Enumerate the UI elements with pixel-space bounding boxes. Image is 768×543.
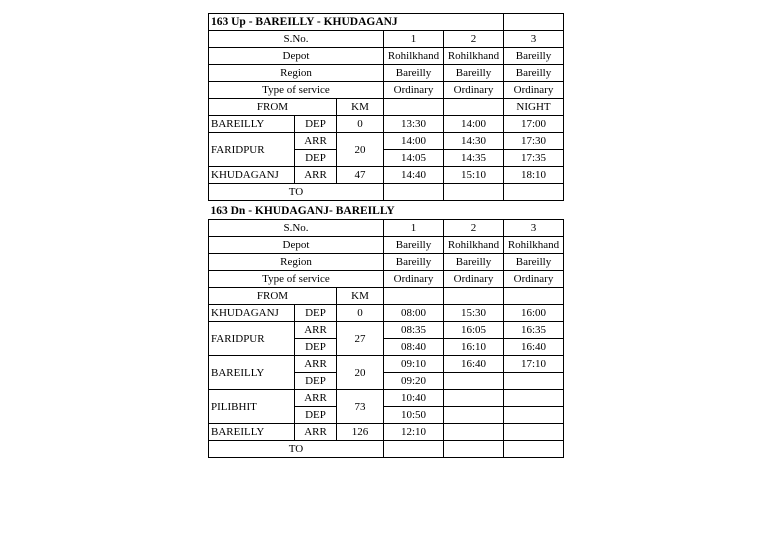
time-cell: 10:50 xyxy=(384,407,444,424)
table-row xyxy=(209,424,564,441)
km-cell: 126 xyxy=(337,424,384,441)
depot-cell: Rohilkhand xyxy=(444,48,504,65)
region-cell: Bareilly xyxy=(384,254,444,271)
stop-type: DEP xyxy=(295,305,337,322)
stop-name: BAREILLY xyxy=(209,424,295,441)
service-cell: Ordinary xyxy=(384,82,444,99)
depot-cell: Rohilkhand xyxy=(504,237,564,254)
service-cell: Ordinary xyxy=(444,271,504,288)
table-title: 163 Dn - KHUDAGANJ- BAREILLY xyxy=(210,205,395,217)
time-cell xyxy=(444,424,504,441)
blank-cell xyxy=(384,441,444,458)
time-cell xyxy=(444,373,504,390)
sno-cell: 1 xyxy=(384,31,444,48)
stop-type: DEP xyxy=(295,407,337,424)
km-label: KM xyxy=(337,288,384,305)
time-cell: 16:05 xyxy=(444,322,504,339)
stop-name: FARIDPUR xyxy=(209,322,295,356)
sno-cell: 3 xyxy=(504,220,564,237)
service-cell: Ordinary xyxy=(444,82,504,99)
sno-cell: 2 xyxy=(444,31,504,48)
depot-cell: Bareilly xyxy=(384,237,444,254)
note-cell xyxy=(444,99,504,116)
stop-name: BAREILLY xyxy=(209,356,295,390)
time-cell: 12:10 xyxy=(384,424,444,441)
time-cell: 14:30 xyxy=(444,133,504,150)
timetable-dn xyxy=(208,203,564,458)
km-cell: 27 xyxy=(337,322,384,356)
stop-type: ARR xyxy=(295,424,337,441)
stop-type: ARR xyxy=(295,322,337,339)
table-row xyxy=(209,390,564,407)
stop-type: ARR xyxy=(295,167,337,184)
time-cell: 08:00 xyxy=(384,305,444,322)
service-label: Type of service xyxy=(209,82,384,99)
time-cell: 16:40 xyxy=(504,339,564,356)
time-cell: 17:35 xyxy=(504,150,564,167)
blank-cell xyxy=(504,288,564,305)
service-cell: Ordinary xyxy=(384,271,444,288)
time-cell: 08:35 xyxy=(384,322,444,339)
timetable-up xyxy=(208,13,564,201)
time-cell: 17:10 xyxy=(504,356,564,373)
blank-cell xyxy=(384,184,444,201)
blank-cell xyxy=(384,288,444,305)
service-cell: Ordinary xyxy=(504,82,564,99)
km-cell: 47 xyxy=(337,167,384,184)
time-cell: 13:30 xyxy=(384,116,444,133)
table-row xyxy=(209,167,564,184)
sno-cell: 3 xyxy=(504,31,564,48)
time-cell: 16:35 xyxy=(504,322,564,339)
time-cell: 14:40 xyxy=(384,167,444,184)
time-cell: 17:00 xyxy=(504,116,564,133)
km-cell: 73 xyxy=(337,390,384,424)
region-cell: Bareilly xyxy=(384,65,444,82)
sno-cell: 2 xyxy=(444,220,504,237)
note-cell xyxy=(384,99,444,116)
stop-name: BAREILLY xyxy=(209,116,295,133)
from-label: FROM xyxy=(209,288,337,305)
stop-type: ARR xyxy=(295,133,337,150)
time-cell xyxy=(444,407,504,424)
depot-label: Depot xyxy=(209,48,384,65)
to-label: TO xyxy=(209,441,384,458)
table-row xyxy=(209,133,564,150)
region-cell: Bareilly xyxy=(504,65,564,82)
from-label: FROM xyxy=(209,99,337,116)
blank-cell xyxy=(444,288,504,305)
time-cell: 14:00 xyxy=(444,116,504,133)
time-cell: 16:10 xyxy=(444,339,504,356)
region-label: Region xyxy=(209,65,384,82)
table-row xyxy=(209,322,564,339)
depot-cell: Rohilkhand xyxy=(384,48,444,65)
km-cell: 20 xyxy=(337,133,384,167)
time-cell: 10:40 xyxy=(384,390,444,407)
time-cell: 15:30 xyxy=(444,305,504,322)
stop-type: DEP xyxy=(295,339,337,356)
stop-type: ARR xyxy=(295,356,337,373)
sno-cell: 1 xyxy=(384,220,444,237)
region-cell: Bareilly xyxy=(444,254,504,271)
time-cell xyxy=(504,373,564,390)
blank-cell xyxy=(444,184,504,201)
km-cell: 20 xyxy=(337,356,384,390)
time-cell: 08:40 xyxy=(384,339,444,356)
blank-cell xyxy=(504,441,564,458)
blank-cell xyxy=(444,441,504,458)
time-cell: 09:20 xyxy=(384,373,444,390)
time-cell xyxy=(504,390,564,407)
time-cell: 14:00 xyxy=(384,133,444,150)
table-row xyxy=(209,305,564,322)
time-cell: 14:05 xyxy=(384,150,444,167)
table-row xyxy=(209,116,564,133)
table-title: 163 Up - BAREILLY - KHUDAGANJ xyxy=(209,14,504,31)
stop-name: FARIDPUR xyxy=(209,133,295,167)
time-cell xyxy=(504,407,564,424)
km-cell: 0 xyxy=(337,116,384,133)
time-cell: 16:40 xyxy=(444,356,504,373)
to-label: TO xyxy=(209,184,384,201)
time-cell: 16:00 xyxy=(504,305,564,322)
stop-name: KHUDAGANJ xyxy=(209,305,295,322)
region-cell: Bareilly xyxy=(444,65,504,82)
blank-cell xyxy=(504,184,564,201)
stop-name: KHUDAGANJ xyxy=(209,167,295,184)
service-label: Type of service xyxy=(209,271,384,288)
time-cell xyxy=(504,424,564,441)
stop-type: DEP xyxy=(295,150,337,167)
km-label: KM xyxy=(337,99,384,116)
time-cell xyxy=(444,390,504,407)
region-cell: Bareilly xyxy=(504,254,564,271)
header-blank xyxy=(504,14,564,31)
time-cell: 09:10 xyxy=(384,356,444,373)
stop-type: ARR xyxy=(295,390,337,407)
service-cell: Ordinary xyxy=(504,271,564,288)
stop-type: DEP xyxy=(295,116,337,133)
stop-name: PILIBHIT xyxy=(209,390,295,424)
time-cell: 15:10 xyxy=(444,167,504,184)
sno-label: S.No. xyxy=(209,220,384,237)
time-cell: 17:30 xyxy=(504,133,564,150)
depot-cell: Rohilkhand xyxy=(444,237,504,254)
stop-type: DEP xyxy=(295,373,337,390)
region-label: Region xyxy=(209,254,384,271)
km-cell: 0 xyxy=(337,305,384,322)
table-row xyxy=(209,356,564,373)
time-cell: 18:10 xyxy=(504,167,564,184)
depot-label: Depot xyxy=(209,237,384,254)
note-cell: NIGHT xyxy=(504,99,564,116)
sno-label: S.No. xyxy=(209,31,384,48)
depot-cell: Bareilly xyxy=(504,48,564,65)
time-cell: 14:35 xyxy=(444,150,504,167)
